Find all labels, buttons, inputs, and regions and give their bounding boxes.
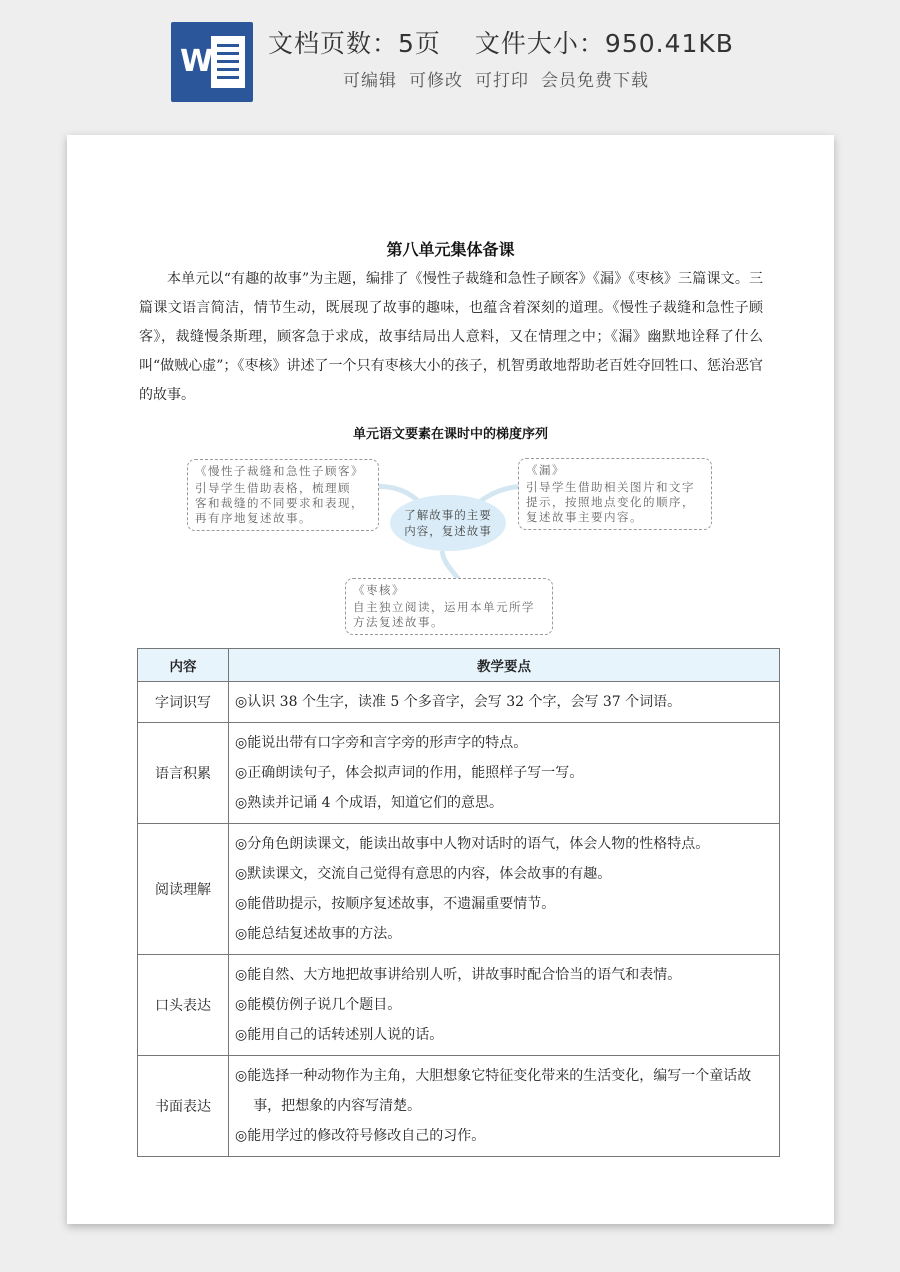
mind-map-box-date-pit <box>345 578 553 635</box>
table-row <box>138 682 780 723</box>
mind-map-center <box>390 495 506 551</box>
teaching-point: ◎认识 38 个生字，读准 5 个多音字，会写 32 个字，会写 37 个词语。 <box>235 694 682 710</box>
box-line: 复述故事主要内容。 <box>526 510 643 524</box>
header-teaching-points: 教学要点 <box>229 649 780 682</box>
row-category: 口头表达 <box>138 955 229 1056</box>
row-points <box>229 1056 780 1157</box>
word-document-icon <box>171 22 253 102</box>
center-line: 了解故事的主要 <box>404 508 492 522</box>
center-line: 内容，复述故事 <box>404 524 492 538</box>
page-count: 文档页数：5页 <box>268 29 441 58</box>
file-info <box>268 24 734 60</box>
row-points <box>229 723 780 824</box>
row-points <box>229 824 780 955</box>
box-title: 《慢性子裁缝和急性子顾客》 <box>195 464 364 478</box>
row-category: 书面表达 <box>138 1056 229 1157</box>
box-line: 引导学生借助相关图片和文字 <box>526 480 695 494</box>
download-banner <box>0 0 900 118</box>
row-points <box>229 955 780 1056</box>
intro-text: 本单元以“有趣的故事”为主题，编排了《慢性子裁缝和急性子顾客》《漏》《枣核》三篇课文。三篇课文语言简洁，情节生动，既展现了故事的趣味，也蕴含着深刻的道理。《慢性子裁缝和急性子顾客》，裁缝慢条斯理，顾客急于求成，故事结局出人意料，又在情理之中；《漏》幽默地诠释了什么叫“做贼心虚”；《枣核》讲述了一个只有枣核大小的孩子，机智勇敢地帮助老百姓夺回牲口、惩治恶官的故事。 <box>139 271 763 403</box>
box-line: 提示，按照地点变化的顺序， <box>526 495 695 509</box>
row-points <box>229 682 780 723</box>
table-header-row <box>138 649 780 682</box>
feature-list <box>343 66 661 91</box>
table-row <box>138 955 780 1056</box>
table-row <box>138 1056 780 1157</box>
box-line: 引导学生借助表格，梳理顾 <box>195 481 351 495</box>
intro-paragraph <box>139 265 763 410</box>
header-content: 内容 <box>138 649 229 682</box>
box-line: 方法复述故事。 <box>353 615 444 629</box>
word-logo-letter: W <box>180 44 214 79</box>
row-category: 阅读理解 <box>138 824 229 955</box>
table-row <box>138 723 780 824</box>
teaching-point: ◎能模仿例子说几个题目。 <box>235 997 402 1013</box>
diagram-title: 单元语文要素在课时中的梯度序列 <box>352 427 548 442</box>
box-line: 自主独立阅读，运用本单元所学 <box>353 600 535 614</box>
mind-map-diagram <box>182 453 722 643</box>
mind-map-box-leak <box>518 458 712 530</box>
teaching-point: ◎默读课文，交流自己觉得有意思的内容，体会故事的有趣。 <box>235 866 612 882</box>
feature-printable: 可打印 <box>475 71 529 91</box>
feature-free-download: 会员免费下载 <box>541 71 649 91</box>
row-category: 字词识写 <box>138 682 229 723</box>
teaching-points-table <box>137 648 780 1157</box>
teaching-point: ◎能用自己的话转述别人说的话。 <box>235 1027 444 1043</box>
mind-map-box-slow-tailor <box>187 459 379 531</box>
teaching-point: ◎能借助提示，按顺序复述故事，不遗漏重要情节。 <box>235 896 556 912</box>
teaching-point: ◎正确朗读句子，体会拟声词的作用，能照样子写一写。 <box>235 765 584 781</box>
box-line: 再有序地复述故事。 <box>195 511 312 525</box>
document-page <box>67 135 834 1224</box>
box-title: 《枣核》 <box>353 583 405 597</box>
feature-editable: 可编辑 <box>343 71 397 91</box>
teaching-point: ◎分角色朗读课文，能读出故事中人物对话时的语气，体会人物的性格特点。 <box>235 836 710 852</box>
teaching-point: ◎能用学过的修改符号修改自己的习作。 <box>235 1128 486 1144</box>
box-line: 客和裁缝的不同要求和表现， <box>195 496 364 510</box>
teaching-point: ◎能总结复述故事的方法。 <box>235 926 402 942</box>
file-size: 文件大小：950.41KB <box>474 29 734 58</box>
row-category: 语言积累 <box>138 723 229 824</box>
teaching-point: ◎能说出带有口字旁和言字旁的形声字的特点。 <box>235 735 528 751</box>
teaching-point: ◎熟读并记诵 4 个成语，知道它们的意思。 <box>235 795 504 811</box>
document-title: 第八单元集体备课 <box>386 240 515 259</box>
box-title: 《漏》 <box>526 463 565 477</box>
feature-modifiable: 可修改 <box>409 71 463 91</box>
teaching-point: ◎能选择一种动物作为主角，大胆想象它特征变化带来的生活变化，编写一个童话故事，把想象的内容写清楚。 <box>235 1068 752 1114</box>
table-row <box>138 824 780 955</box>
teaching-point: ◎能自然、大方地把故事讲给别人听，讲故事时配合恰当的语气和表情。 <box>235 967 682 983</box>
